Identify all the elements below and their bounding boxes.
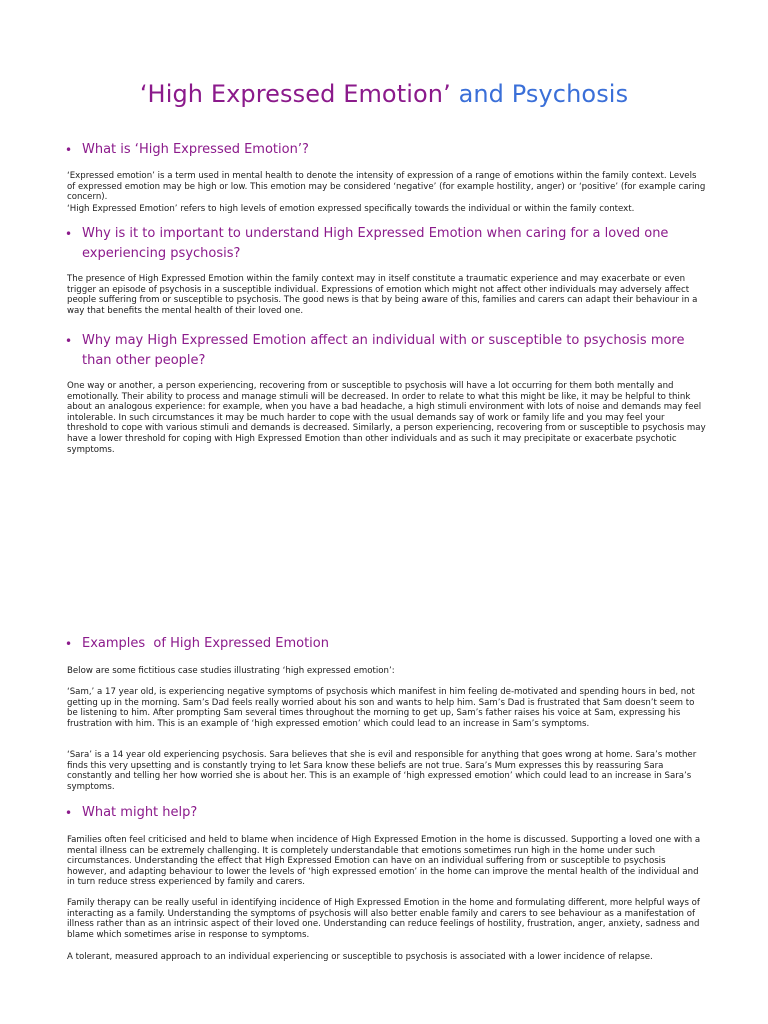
section-paragraph: ‘Expressed emotion’ is a term used in mental health to denote the intensity of expression of a range of emotions within the family context. Levels of expressed emotion may be high or low. This emotion may be considered ‘negative’ (for example hostility, anger) or ‘positive’ (for example caring concern). [67,171,706,203]
section-heading-why-affect [65,331,715,371]
section-heading-examples [65,634,715,654]
heading-text: Why is it to important to understand High Expressed Emotion when caring for a loved one experiencing psychosis? [82,226,669,261]
bullet-icon: • [65,143,73,157]
bullet-icon: • [65,334,73,348]
page-title [0,80,768,108]
section-paragraph: Families often feel criticised and held to blame when incidence of High Expressed Emotion in the home is discussed. Supporting a loved one with a mental illness can be extremely challenging. It is completely understandable that emotions sometimes run high in the home under such circumstances. Understanding the effect that High Expressed Emotion can have on an individual suffering from or susceptible to psychosis however, and adapting behaviour to lower the levels of ‘high expressed emotion’ in the home can improve the mental health of the individual and in turn reduce stress experienced by family and carers. [67,835,701,888]
section-paragraph: Family therapy can be really useful in identifying incidence of High Expressed Emotion in the home and formulating different, more helpful ways of interacting as a family. Understanding the symptoms of psychosis will also better enable family and carers to see behaviour as a manifestation of illness rather than as an intrinsic aspect of their loved one. Understanding can reduce feelings of hostility, frustration, anger, anxiety, sadness and blame which sometimes arise in response to symptoms. [67,898,700,940]
section-heading-what-is [65,140,715,160]
section-heading-what-might-help [65,803,715,823]
heading-text: Examples of High Expressed Emotion [82,636,329,651]
section-heading-why-important [65,224,715,264]
section-paragraph: One way or another, a person experiencing, recovering from or susceptible to psychosis will have a lot occurring for them both mentally and emotionally. Their ability to process and manage stimuli will be decreased. In order to relate to what this might be like, it may be helpful to think about an analogous experience: for example, when you have a bad headache, a high stimuli environment with lots of noise and demands may feel intolerable. In such circumstances it may be much harder to cope with the usual demands say of work or family life and you may feel your threshold to cope with various stimuli and demands is decreased. Similarly, a person experiencing, recovering from or susceptible to psychosis may have a lower threshold for coping with High Expressed Emotion than other individuals and as such it may precipitate or exacerbate psychotic symptoms. [67,381,706,455]
title-part-1: ‘High Expressed Emotion’ [139,80,451,108]
bullet-icon: • [65,637,73,651]
bullet-icon: • [65,806,73,820]
heading-text: What might help? [82,805,198,820]
heading-text: What is ‘High Expressed Emotion’? [82,142,309,157]
heading-text: Why may High Expressed Emotion affect an individual with or susceptible to psychosis more than other people? [82,333,685,368]
section-paragraph: The presence of High Expressed Emotion within the family context may in itself constitute a traumatic experience and may exacerbate or even trigger an episode of psychosis in a susceptible individual. Expressions of emotion which might not affect other individuals may adversely affect people suffering from or susceptible to psychosis. The good news is that by being aware of this, families and carers can adapt their behaviour in a way that benefits the mental health of their loved one. [67,274,698,316]
bullet-icon: • [65,227,73,241]
section-paragraph: Below are some fictitious case studies illustrating ‘high expressed emotion’: [67,666,395,676]
case-study-sam: ‘Sam,’ a 17 year old, is experiencing negative symptoms of psychosis which manifest in him feeling de-motivated and spending hours in bed, not getting up in the morning. Sam’s Dad feels really worried about his son and wants to help him. Sam’s Dad is frustrated that Sam doesn’t seem to be listening to him. After prompting Sam several times throughout the morning to get up, Sam’s father raises his voice at Sam, expressing his frustration with him. This is an example of ‘high expressed emotion’ which could lead to an increase in Sam’s symptoms. [67,687,695,729]
section-paragraph: ‘High Expressed Emotion’ refers to high levels of emotion expressed specifically towards the individual or within the family context. [67,204,635,214]
section-paragraph: A tolerant, measured approach to an individual experiencing or susceptible to psychosis is associated with a lower incidence of relapse. [67,952,653,962]
case-study-sara: ‘Sara’ is a 14 year old experiencing psychosis. Sara believes that she is evil and responsible for anything that goes wrong at home. Sara’s mother finds this very upsetting and is constantly trying to let Sara know these beliefs are not true. Sara’s Mum expresses this by reassuring Sara constantly and telling her how worried she is about her. This is an example of ‘high expressed emotion’ which could lead to an increase in Sara’s symptoms. [67,750,697,792]
title-part-2: and Psychosis [458,80,629,108]
